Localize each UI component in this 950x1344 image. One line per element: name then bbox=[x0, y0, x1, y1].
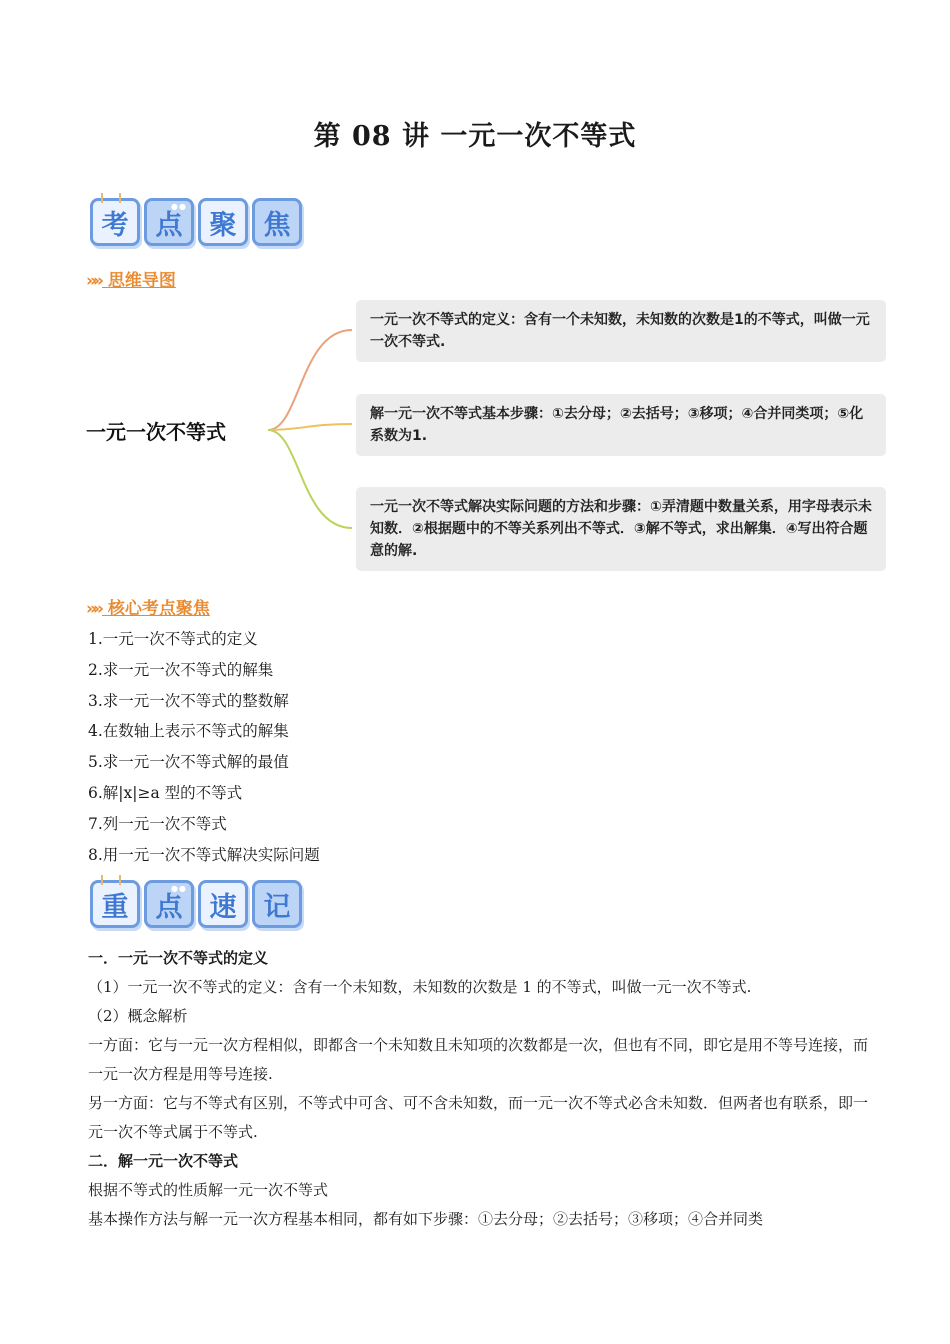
notes-paragraph: 另一方面：它与不等式有区别，不等式中可含、可不含未知数，而一元一次不等式必含未知数．但两者也有联系，即一元一次不等式属于不等式. bbox=[88, 1094, 869, 1141]
list-item: 8.用一元一次不等式解决实际问题 bbox=[88, 845, 320, 864]
list-item: 6.解|x|≥a 型的不等式 bbox=[88, 783, 243, 802]
notes-paragraph: 基本操作方法与解一元一次方程基本相同，都有如下步骤：①去分母；②去括号；③移项；④合并同类 bbox=[88, 1210, 764, 1228]
list-item: 5.求一元一次不等式解的最值 bbox=[88, 753, 289, 772]
notes-heading: 二．解一元一次不等式 bbox=[88, 1152, 239, 1170]
notes-body bbox=[88, 944, 868, 1234]
core-points-list bbox=[88, 624, 320, 870]
mindmap-branch-line bbox=[268, 330, 352, 430]
badge-row-notes bbox=[90, 880, 302, 928]
mindmap-branch-steps: 解一元一次不等式基本步骤：①去分母；②去括号；③移项；④合并同类项；⑤化系数为1. bbox=[356, 394, 886, 456]
section-heading-mindmap: »» 思维导图 bbox=[86, 271, 176, 291]
list-item: 4.在数轴上表示不等式的解集 bbox=[88, 722, 289, 741]
double-chevron-icon: »» bbox=[86, 599, 100, 619]
badge-row-focus bbox=[90, 198, 302, 246]
notes-heading: 一．一元一次不等式的定义 bbox=[88, 949, 269, 967]
list-item: 1.一元一次不等式的定义 bbox=[88, 630, 258, 648]
notes-paragraph: 一方面：它与一元一次方程相似，即都含一个未知数且未知项的次数都是一次，但也有不同，即它是用不等号连接，而一元一次方程是用等号连接. bbox=[88, 1036, 869, 1083]
mindmap-branch-application: 一元一次不等式解决实际问题的方法和步骤：①弄清题中数量关系，用字母表示未知数．②根据题中的不等关系列出不等式．③解不等式，求出解集．④写出符合题意的解. bbox=[356, 487, 886, 571]
mindmap-root: 一元一次不等式 bbox=[86, 420, 226, 444]
notes-paragraph: （2）概念解析 bbox=[88, 1007, 188, 1025]
badge-char: 聚 bbox=[198, 198, 248, 246]
badge-char: ●● 点 bbox=[144, 198, 194, 246]
double-chevron-icon: »» bbox=[86, 271, 100, 291]
notes-paragraph: （1）一元一次不等式的定义：含有一个未知数，未知数的次数是 1 的不等式，叫做一元一次不等式. bbox=[88, 978, 752, 996]
badge-char: 考 bbox=[90, 198, 140, 246]
mindmap-branch-definition: 一元一次不等式的定义：含有一个未知数，未知数的次数是1的不等式，叫做一元一次不等式. bbox=[356, 300, 886, 362]
section-heading-core: »» 核心考点聚焦 bbox=[86, 599, 210, 619]
list-item: 7.列一元一次不等式 bbox=[88, 814, 227, 833]
badge-char: 焦 bbox=[252, 198, 302, 246]
badge-char: 记 bbox=[252, 880, 302, 928]
badge-char: 重 bbox=[90, 880, 140, 928]
mindmap-connectors bbox=[260, 300, 360, 550]
list-item: 2.求一元一次不等式的解集 bbox=[88, 660, 274, 679]
page-title: 第 08 讲 一元一次不等式 bbox=[313, 121, 637, 152]
mindmap-branch-line bbox=[268, 430, 352, 528]
notes-paragraph: 根据不等式的性质解一元一次不等式 bbox=[88, 1181, 329, 1199]
list-item: 3.求一元一次不等式的整数解 bbox=[88, 691, 289, 710]
badge-char: 速 bbox=[198, 880, 248, 928]
badge-char: ●● 点 bbox=[144, 880, 194, 928]
